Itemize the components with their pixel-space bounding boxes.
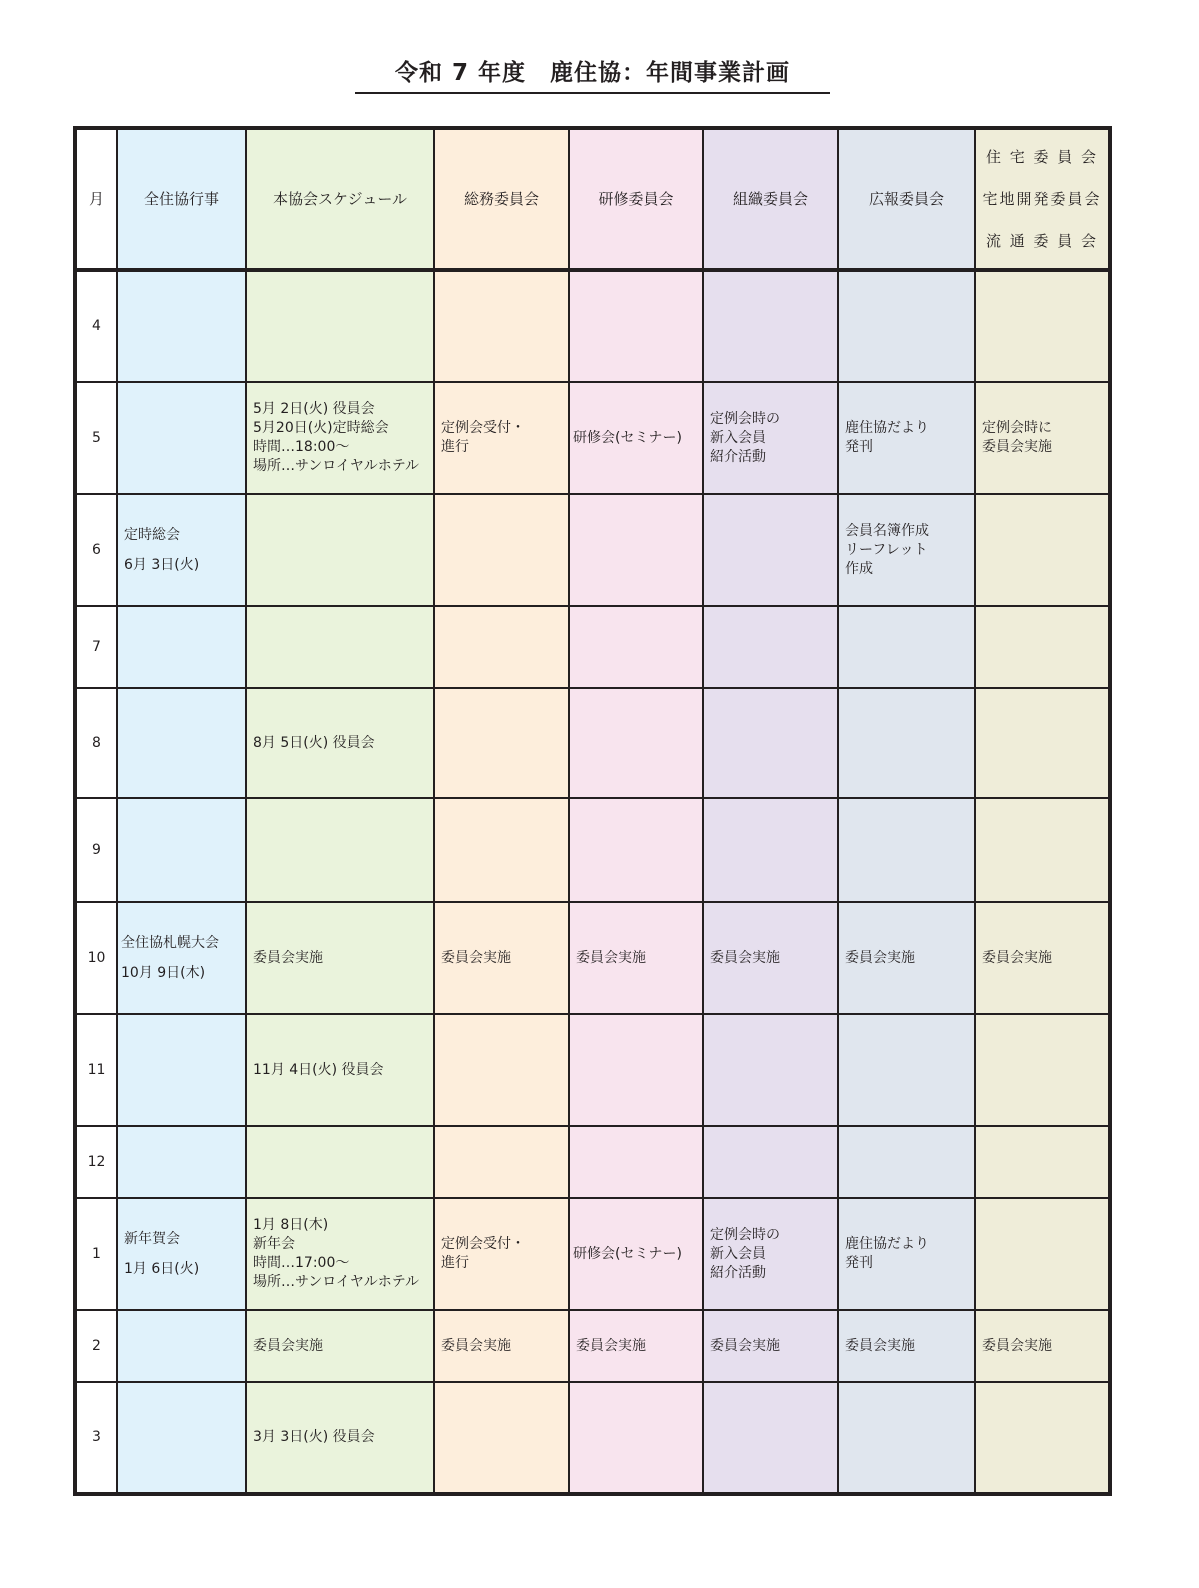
- kenshu-cell: 委員会実施: [569, 1310, 703, 1382]
- schedule-cell: [246, 270, 434, 382]
- zenjukyo-cell: 新年賀会 1月 6日(火): [117, 1198, 246, 1310]
- soshiki-cell: [703, 688, 838, 798]
- month-cell: 7: [75, 606, 117, 688]
- kenshu-cell: [569, 688, 703, 798]
- table-row: [75, 1014, 1110, 1126]
- month-cell: 11: [75, 1014, 117, 1126]
- soshiki-cell: [703, 270, 838, 382]
- schedule-cell: 委員会実施: [246, 902, 434, 1014]
- schedule-cell: 委員会実施: [246, 1310, 434, 1382]
- header-association-schedule: 本協会スケジュール: [246, 128, 434, 270]
- table-row: [75, 1126, 1110, 1198]
- month-cell: 8: [75, 688, 117, 798]
- header-zenjukyo-events: 全住協行事: [117, 128, 246, 270]
- kenshu-cell: 研修会(セミナー): [569, 382, 703, 494]
- jutaku-cell: 委員会実施: [975, 902, 1110, 1014]
- somu-cell: [434, 606, 569, 688]
- soshiki-cell: 定例会時の 新入会員 紹介活動: [703, 382, 838, 494]
- jutaku-cell: [975, 688, 1110, 798]
- month-cell: 12: [75, 1126, 117, 1198]
- table-row: [75, 606, 1110, 688]
- somu-cell: [434, 688, 569, 798]
- schedule-cell: [246, 798, 434, 902]
- zenjukyo-cell: [117, 1014, 246, 1126]
- table-row: [75, 1198, 1110, 1310]
- soshiki-cell: 委員会実施: [703, 1310, 838, 1382]
- kenshu-cell: 研修会(セミナー): [569, 1198, 703, 1310]
- zenjukyo-cell: [117, 1310, 246, 1382]
- kenshu-cell: [569, 1382, 703, 1494]
- schedule-cell: [246, 606, 434, 688]
- schedule-cell: 5月 2日(火) 役員会 5月20日(火)定時総会 時間…18:00〜 場所…サンロイヤルホテル: [246, 382, 434, 494]
- header-housing-committees: 住 宅 委 員 会 宅地開発委員会 流 通 委 員 会: [975, 128, 1110, 270]
- table-row: [75, 1382, 1110, 1494]
- koho-cell: [838, 798, 975, 902]
- somu-cell: 定例会受付・ 進行: [434, 382, 569, 494]
- month-cell: 1: [75, 1198, 117, 1310]
- koho-cell: 委員会実施: [838, 902, 975, 1014]
- somu-cell: 定例会受付・ 進行: [434, 1198, 569, 1310]
- somu-cell: 委員会実施: [434, 902, 569, 1014]
- zenjukyo-cell: 全住協札幌大会 10月 9日(木): [117, 902, 246, 1014]
- schedule-cell: 11月 4日(火) 役員会: [246, 1014, 434, 1126]
- soshiki-cell: 委員会実施: [703, 902, 838, 1014]
- schedule-cell: 3月 3日(火) 役員会: [246, 1382, 434, 1494]
- table-row: [75, 382, 1110, 494]
- soshiki-cell: [703, 798, 838, 902]
- somu-cell: [434, 798, 569, 902]
- table-row: [75, 270, 1110, 382]
- somu-cell: [434, 494, 569, 606]
- jutaku-cell: 委員会実施: [975, 1310, 1110, 1382]
- zenjukyo-cell: [117, 382, 246, 494]
- month-cell: 5: [75, 382, 117, 494]
- somu-cell: [434, 1126, 569, 1198]
- annual-plan-table: [73, 126, 1112, 1496]
- header-month: 月: [75, 128, 117, 270]
- koho-cell: 鹿住協だより 発刊: [838, 382, 975, 494]
- page-title: 令和 7 年度 鹿住協：年間事業計画: [355, 54, 830, 94]
- koho-cell: [838, 688, 975, 798]
- kenshu-cell: [569, 606, 703, 688]
- jutaku-cell: [975, 1014, 1110, 1126]
- jutaku-cell: [975, 1126, 1110, 1198]
- koho-cell: 鹿住協だより 発刊: [838, 1198, 975, 1310]
- header-pr-committee: 広報委員会: [838, 128, 975, 270]
- kenshu-cell: [569, 494, 703, 606]
- month-cell: 10: [75, 902, 117, 1014]
- jutaku-cell: [975, 1198, 1110, 1310]
- schedule-cell: 1月 8日(木) 新年会 時間…17:00〜 場所…サンロイヤルホテル: [246, 1198, 434, 1310]
- header-organization-committee: 組織委員会: [703, 128, 838, 270]
- kenshu-cell: [569, 270, 703, 382]
- jutaku-cell: 定例会時に 委員会実施: [975, 382, 1110, 494]
- koho-cell: [838, 1382, 975, 1494]
- somu-cell: [434, 1014, 569, 1126]
- somu-cell: [434, 270, 569, 382]
- month-cell: 9: [75, 798, 117, 902]
- jutaku-cell: [975, 798, 1110, 902]
- zenjukyo-cell: [117, 270, 246, 382]
- month-cell: 3: [75, 1382, 117, 1494]
- schedule-cell: 8月 5日(火) 役員会: [246, 688, 434, 798]
- koho-cell: [838, 1014, 975, 1126]
- soshiki-cell: [703, 606, 838, 688]
- table-row: [75, 688, 1110, 798]
- zenjukyo-cell: [117, 688, 246, 798]
- zenjukyo-cell: [117, 798, 246, 902]
- jutaku-cell: [975, 1382, 1110, 1494]
- soshiki-cell: [703, 1382, 838, 1494]
- schedule-cell: [246, 1126, 434, 1198]
- koho-cell: 会員名簿作成 リーフレット 作成: [838, 494, 975, 606]
- jutaku-cell: [975, 494, 1110, 606]
- soshiki-cell: [703, 1014, 838, 1126]
- zenjukyo-cell: [117, 606, 246, 688]
- koho-cell: [838, 270, 975, 382]
- table-row: [75, 902, 1110, 1014]
- jutaku-cell: [975, 606, 1110, 688]
- somu-cell: [434, 1382, 569, 1494]
- zenjukyo-cell: 定時総会 6月 3日(火): [117, 494, 246, 606]
- jutaku-cell: [975, 270, 1110, 382]
- table-row: [75, 1310, 1110, 1382]
- schedule-cell: [246, 494, 434, 606]
- header-row: [75, 128, 1110, 270]
- somu-cell: 委員会実施: [434, 1310, 569, 1382]
- koho-cell: [838, 1126, 975, 1198]
- soshiki-cell: 定例会時の 新入会員 紹介活動: [703, 1198, 838, 1310]
- zenjukyo-cell: [117, 1382, 246, 1494]
- kenshu-cell: 委員会実施: [569, 902, 703, 1014]
- month-cell: 2: [75, 1310, 117, 1382]
- kenshu-cell: [569, 1014, 703, 1126]
- soshiki-cell: [703, 494, 838, 606]
- koho-cell: [838, 606, 975, 688]
- kenshu-cell: [569, 1126, 703, 1198]
- zenjukyo-cell: [117, 1126, 246, 1198]
- table-row: [75, 494, 1110, 606]
- koho-cell: 委員会実施: [838, 1310, 975, 1382]
- soshiki-cell: [703, 1126, 838, 1198]
- header-training-committee: 研修委員会: [569, 128, 703, 270]
- month-cell: 4: [75, 270, 117, 382]
- header-general-affairs-committee: 総務委員会: [434, 128, 569, 270]
- table-row: [75, 798, 1110, 902]
- kenshu-cell: [569, 798, 703, 902]
- month-cell: 6: [75, 494, 117, 606]
